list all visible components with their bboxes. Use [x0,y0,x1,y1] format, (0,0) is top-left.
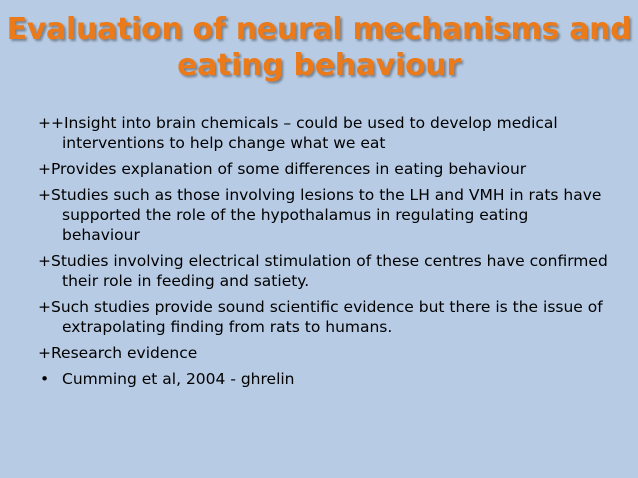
bullet-item-text: Cumming et al, 2004 - ghrelin [62,370,295,388]
paragraph-lesion-studies: +Studies such as those involving lesions to the LH and VMH in rats have supported the role of the hypothalamus in regulating eating behaviour [38,186,602,244]
slide-title [0,12,638,84]
slide-title-line-2: eating behaviour [177,48,461,83]
paragraph-research-evidence: +Research evidence [38,344,198,362]
slide-body [38,113,608,389]
paragraph-extrapolation: +Such studies provide sound scientific evidence but there is the issue of extrapolating finding from rats to humans. [38,298,603,336]
slide-title-line-1: Evaluation of neural mechanisms and [6,12,632,47]
paragraph-stimulation-studies: +Studies involving electrical stimulation of these centres have confirmed their role in feeding and satiety. [38,252,608,290]
paragraph-insight: ++Insight into brain chemicals – could be used to develop medical interventions to help change what we eat [38,114,558,152]
bullet-marker: • [40,370,50,388]
paragraph-explanation: +Provides explanation of some differences in eating behaviour [38,160,527,178]
bullet-item-cumming [38,369,608,389]
